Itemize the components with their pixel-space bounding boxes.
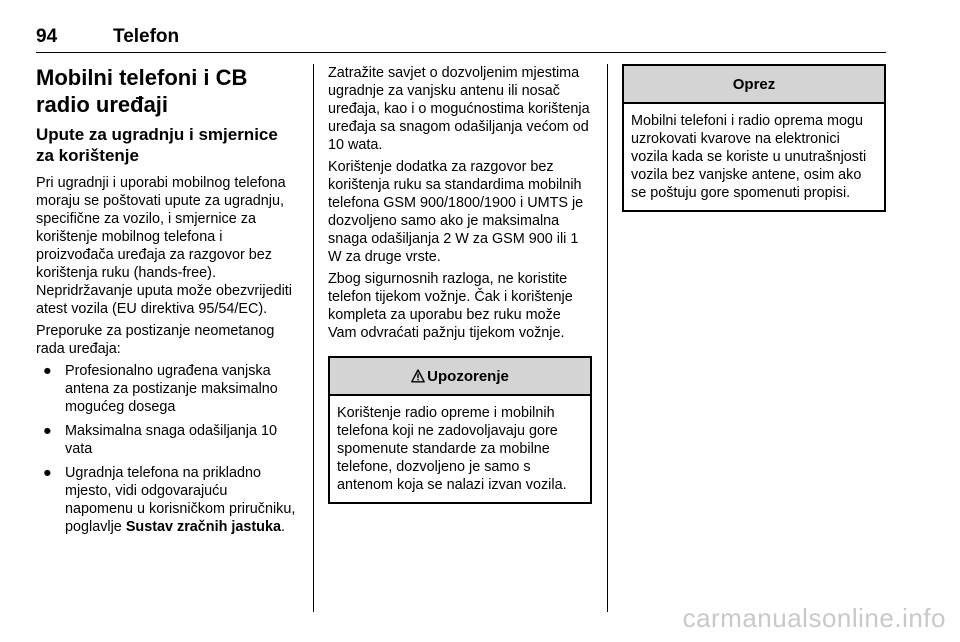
column-right: [622, 64, 886, 212]
list-item: [36, 464, 298, 536]
page-number: 94: [36, 26, 58, 47]
watermark: carmanualsonline.info: [682, 603, 946, 633]
column-middle: [328, 64, 592, 504]
caution-title: Oprez: [732, 75, 776, 93]
caution-text: Mobilni telefoni i radio oprema mogu uzrokovati kvarove na elektronici vozila kada se koriste u unutrašnjosti vozila bez vanjske antene, osim ako se poštuju gore spomenuti propisi.: [631, 113, 867, 201]
bullet-glyph: ●: [43, 363, 52, 379]
column-divider-left: [313, 64, 314, 612]
list-item-text: Maksimalna snaga odašiljanja 10 vata: [65, 423, 277, 457]
recommendations-paragraph: Preporuke za postizanje neometanog rada uređaja:: [36, 323, 275, 357]
warning-triangle-icon: [411, 369, 425, 383]
section-name: Telefon: [113, 26, 180, 47]
section-subtitle: Upute za ugradnju i smjernice za korištenje: [36, 125, 278, 165]
recommendations-list: [36, 362, 298, 536]
antenna-paragraph: Zatražite savjet o dozvoljenim mjestima ugradnje za vanjsku antenu ili nosač uređaja, kao i o mogućnostima korištenja uređaja sa snagom odašiljanja većom od 10 wata.: [328, 65, 590, 153]
list-item: [36, 422, 298, 458]
list-item: [36, 362, 298, 416]
warning-box-body: [330, 396, 590, 502]
bullet-glyph: ●: [43, 423, 52, 439]
safety-paragraph: Zbog sigurnosnih razloga, ne koristite telefon tijekom vožnje. Čak i korištenje kompleta za uporabu bez ruku može Vam odvraćati pažnju tijekom vožnje.: [328, 271, 573, 341]
chapter-reference: Sustav zračnih jastuka: [125, 519, 281, 535]
caution-box: [622, 64, 886, 212]
page-title: Mobilni telefoni i CB radio uređaji: [36, 65, 248, 117]
warning-title: Upozorenje: [427, 367, 509, 385]
warning-box: [328, 356, 592, 504]
warning-box-header: [330, 358, 590, 396]
list-item-text: Ugradnja telefona na prikladno mjesto, vidi odgovarajuću napomenu u korisničkom priručniku, poglavlje: [65, 465, 296, 535]
intro-paragraph: Pri ugradnji i uporabi mobilnog telefona moraju se poštovati upute za ugradnju, specifične za vozilo, i smjernice za korištenje mobilnog telefona i proizvođača uređaja za razgovor bez korištenja ruku (hands-free). Nepridržavanje uputa može obezvrijediti atest vozila (EU direktiva 95/54/EC).: [36, 175, 292, 317]
page-header: [36, 26, 886, 53]
warning-text: Korištenje radio opreme i mobilnih telefona koji ne zadovoljavaju gore spomenute standarde za mobilne telefone, dozvoljeno je samo s antenom koja se nalazi izvan vozila.: [337, 405, 567, 493]
caution-box-body: [624, 104, 884, 210]
handsfree-paragraph: Korištenje dodatka za razgovor bez korištenja ruku sa standardima mobilnih telefona GSM 900/1800/1900 i UMTS je dozvoljeno samo ako je maksimalna snaga odašiljanja 2 W za GSM 900 ili 1 W za druge vrste.: [328, 159, 584, 265]
caution-box-header: [624, 66, 884, 104]
list-item-text: Profesionalno ugrađena vanjska antena za postizanje maksimalno mogućeg dosega: [65, 363, 278, 415]
column-divider-right: [607, 64, 608, 612]
list-item-end: .: [280, 519, 285, 535]
column-left: [36, 64, 298, 542]
bullet-glyph: ●: [43, 465, 52, 481]
